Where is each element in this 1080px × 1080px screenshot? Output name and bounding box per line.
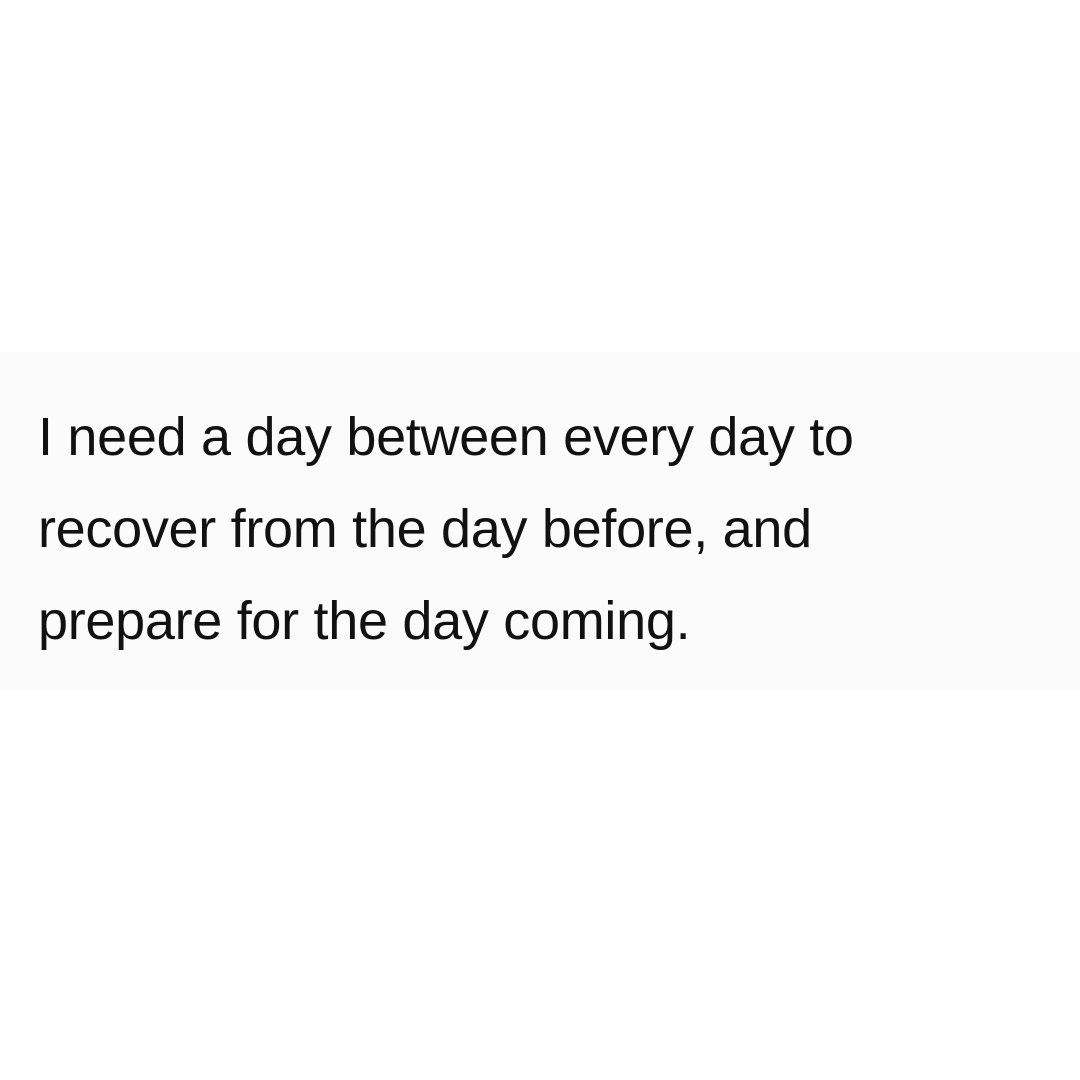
quote-line-2: recover from the day before, and	[38, 499, 812, 559]
quote-line-1: I need a day between every day to	[38, 407, 854, 467]
quote-text	[38, 391, 1058, 667]
quote-line-3: prepare for the day coming.	[38, 591, 691, 651]
